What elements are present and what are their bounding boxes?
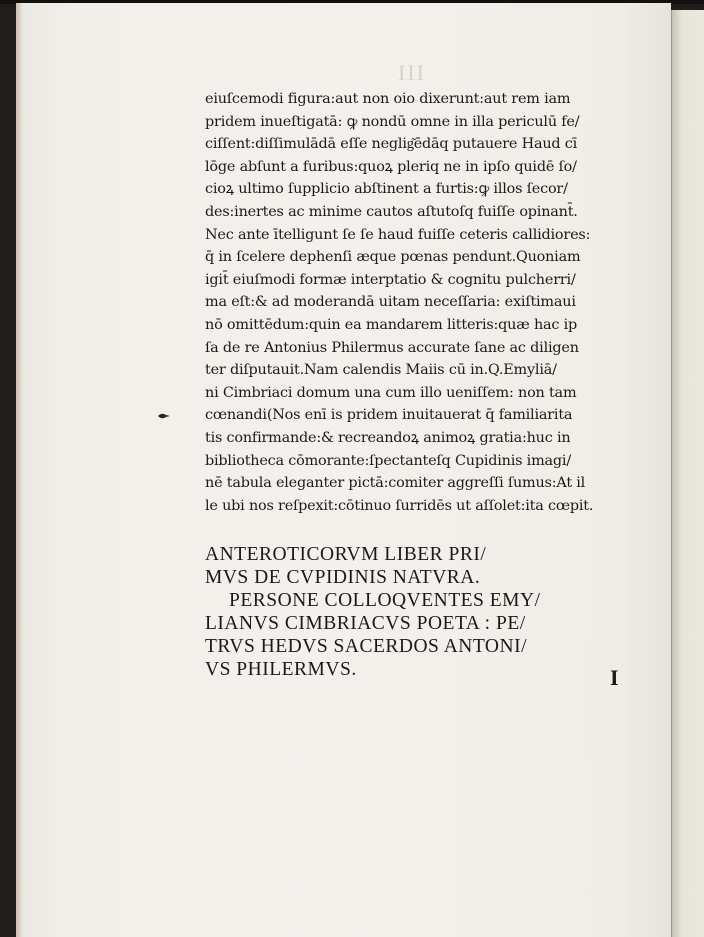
text-line: ter diſputauit.Nam calendis Maiis cū in.Q.Emyliā/ bbox=[205, 362, 557, 379]
text-line: bibliotheca cōmorante:ſpectanteſq Cupidinis imagi/ bbox=[205, 452, 571, 469]
text-line: nē tabula eleganter pictā:comiter aggreſſi ſumus:At il bbox=[205, 475, 586, 492]
text-line: tis confirmande:& recreandoꝝ animoꝝ gratia:huc in bbox=[205, 429, 571, 446]
page-gutter-edge bbox=[16, 3, 22, 937]
text-line: igit̄ eiuſmodi formæ interptatio & cognitu pulcherri/ bbox=[205, 271, 576, 288]
heading-line-persons-cont: LIANVS CIMBRIACVS POETA : PE/ bbox=[205, 613, 526, 634]
text-line: Nec ante ītelligunt ſe ſe haud fuiſſe ceteris callidiores: bbox=[205, 226, 591, 243]
text-line: eiuſcemodi figura:aut non oio dixerunt:aut rem iam bbox=[205, 91, 571, 107]
text-line: des:inertes ac minime cautos aſtutoſq fuiſſe opinant̄. bbox=[205, 203, 578, 220]
heading-line-title-cont: MVS DE CVPIDINIS NATVRA. bbox=[205, 567, 481, 588]
text-line: lōge abſunt a furibus:quoꝝ pleriq ne in ipſo quidē ſo/ bbox=[205, 158, 577, 175]
heading-line-persons-cont: TRVS HEDVS SACERDOS ANTONI/ bbox=[205, 636, 527, 657]
text-line: ma eſt:& ad moderandā uitam neceſſaria: exiſtimaui bbox=[205, 294, 576, 311]
folio-show-through: III bbox=[398, 60, 426, 85]
text-line: ſa de re Antonius Philermus accurate ſane ac diligen bbox=[205, 339, 579, 356]
signature-mark: I bbox=[610, 665, 619, 690]
adjacent-page-edge bbox=[671, 10, 704, 937]
text-line: le ubi nos reſpexit:cōtinuo ſurridēs ut aſſolet:ita cœpit. bbox=[205, 497, 594, 514]
text-line: cioꝝ ultimo ſupplicio abſtinent a furtis:ꝙ illos ſecor/ bbox=[205, 181, 568, 198]
text-line: q̄ in ſcelere dephenſi æque pœnas pendunt.Quoniam bbox=[205, 249, 581, 266]
heading-line-persons: PERSONE COLLOQVENTES EMY/ bbox=[229, 590, 541, 611]
text-line: pridem inueſtigatā: ꝙ nondū omne in illa periculū fe/ bbox=[205, 113, 580, 130]
text-line: nō omittēdum:quin ea mandarem litteris:quæ hac ip bbox=[205, 316, 578, 333]
margin-ink-mark-icon bbox=[157, 411, 171, 421]
text-line: ni Cimbriaci domum una cum illo ueniſſem: non tam bbox=[205, 384, 577, 401]
text-line: ciſſent:diſſimulādā eſſe neglig͂ēdāq putauere Haud cī bbox=[205, 136, 578, 153]
body-text bbox=[205, 88, 645, 517]
section-heading bbox=[205, 543, 645, 681]
heading-line-title: ANTEROTICORVM LIBER PRI/ bbox=[205, 544, 487, 565]
text-line: cœnandi(Nos enī is pridem inuitauerat q̄ familiarita bbox=[205, 407, 573, 424]
heading-line-persons-end: VS PHILERMVS. bbox=[205, 659, 357, 680]
